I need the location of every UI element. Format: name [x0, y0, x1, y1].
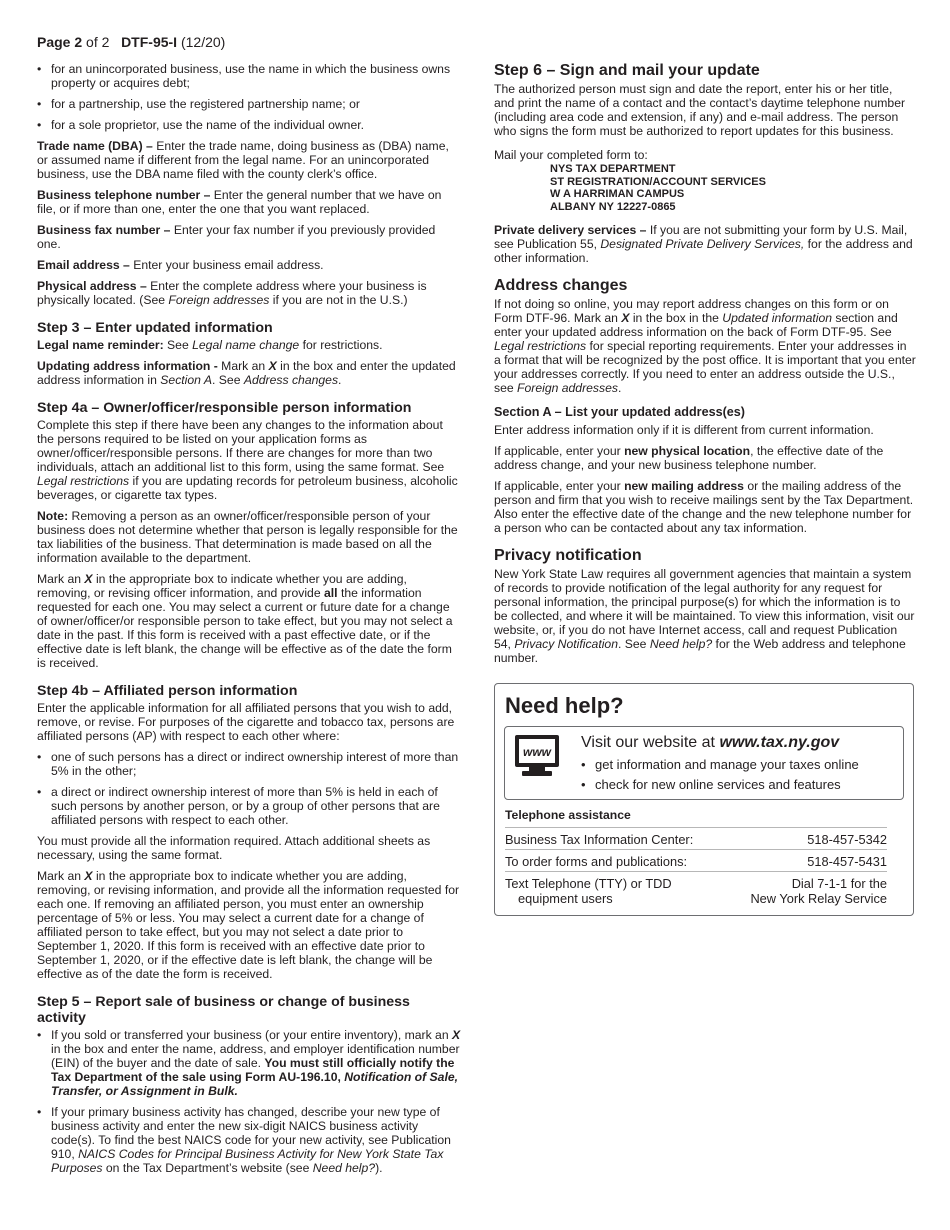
- privacy-heading: Privacy notification: [494, 547, 642, 565]
- website-link[interactable]: www.tax.ny.gov: [719, 734, 840, 752]
- private-delivery-paragraph: Private delivery services – If you are not submitting your form by U.S. Mail, see Publication 55, Designated Private Delivery Services, for the address and other information.: [494, 223, 913, 266]
- computer-monitor-icon: [514, 734, 560, 778]
- business-telephone-paragraph: Business telephone number – Enter the general number that we have on file, or if more than one, enter the one that you want replaced.: [37, 188, 442, 216]
- list-item: • for a partnership, use the registered partnership name; or: [37, 97, 461, 111]
- address-changes-heading: Address changes: [494, 277, 628, 295]
- updating-address-paragraph: Updating address information - Mark an X in the box and enter the updated address information in Section A. See Address changes.: [37, 359, 456, 387]
- list-item: • a direct or indirect ownership interest of more than 5% is held in each of such persons by another person, or by a group of other persons that are affiliated persons with respect to each other.: [37, 785, 461, 827]
- physical-address-paragraph: Physical address – Enter the complete address where your business is physically located. (See Foreign addresses if you are not in the U.S.): [37, 279, 427, 307]
- website-line: Visit our website at www.tax.ny.gov: [581, 734, 840, 752]
- form-number: DTF-95-I: [121, 34, 178, 50]
- business-fax-paragraph: Business fax number – Enter your fax number if you previously provided one.: [37, 223, 436, 251]
- phone-row: Business Tax Information Center: 518-457-5342: [505, 827, 887, 850]
- telephone-heading: Telephone assistance: [505, 808, 631, 823]
- list-item: • If you sold or transferred your business (or your entire inventory), mark an X in the box and enter the name, address, and employer identification number (EIN) of the buyer and the date of sale. You must still officially notify the Tax Department of the sale using Form AU-196.10, Notification of Sale, Transfer, or Assignment in Bulk.: [37, 1028, 461, 1098]
- privacy-paragraph: New York State Law requires all government agencies that maintain a system of records to provide notification of the legal authority for any request for personal information, the principal purpose(s) for which the information is to be collected, and where it will be maintained. To view this information, visit our website, or, if you do not have Internet access, call and request Publication 54, Privacy Notification. See Need help? for the Web address and telephone number.: [494, 567, 915, 666]
- right-column: [494, 62, 916, 916]
- page-total: of 2: [86, 34, 110, 50]
- left-column: [37, 62, 461, 1182]
- phone-row: Text Telephone (TTY) or TDD equipment users Dial 7-1-1 for the New York Relay Service: [505, 871, 887, 908]
- step4a-mark-paragraph: Mark an X in the appropriate box to indicate whether you are adding, removing, or revising officer information, and provide all the information requested for each one. You may select a current or future date for a change of owner/officer/or responsible person to take effect, but you may not select a date in the past. If this form is received with a past effective date, or if the effective date is left blank, the change will be effective as of the date the form is received.: [37, 572, 453, 670]
- need-help-box: [494, 683, 914, 916]
- step6-paragraph: The authorized person must sign and date the report, enter his or her title, and print the name of a contact and the contact’s daytime telephone number (including area code and extension, if any) and e-mail address. The person who signs the form must be authorized to report updates for this business.: [494, 82, 906, 138]
- website-panel: [504, 726, 904, 800]
- step4b-provide-paragraph: You must provide all the information required. Attach additional sheets as necessary, using the same format.: [37, 834, 431, 862]
- need-help-title: Need help?: [505, 693, 624, 719]
- list-item: • get information and manage your taxes online: [581, 757, 859, 772]
- step4b-heading: Step 4b – Affiliated person information: [37, 683, 298, 699]
- mail-intro: Mail your completed form to:: [494, 148, 648, 162]
- www-icon-text: www: [522, 745, 552, 760]
- step4a-heading: Step 4a – Owner/officer/responsible person information: [37, 400, 412, 416]
- physical-location-paragraph: If applicable, enter your new physical location, the effective date of the address change, and your new business telephone number.: [494, 444, 884, 473]
- list-item: • for an unincorporated business, use the name in which the business owns property or acquires debt;: [37, 62, 461, 90]
- page-number: Page 2: [37, 34, 83, 50]
- address-changes-paragraph: If not doing so online, you may report address changes on this form or on Form DTF-96. Mark an X in the box in the Updated information section and enter your updated address information on the back of Form DTF-95. See Legal restrictions for special reporting requirements. Enter your addresses in a format that will be recognized by the post office. It is important that you enter your addresses correctly. If you need to enter an address outside the U.S., see Foreign addresses.: [494, 297, 916, 396]
- step4a-note: Note: Removing a person as an owner/officer/responsible person of your business does not determine whether that person is legally responsible for the tax liabilities of the business. That determination is made based on all the information available to the department.: [37, 509, 458, 565]
- list-item: • check for new online services and features: [581, 777, 841, 792]
- step4b-paragraph: Enter the applicable information for all affiliated persons that you wish to add, remove, or revise. For purposes of the cigarette and tobacco tax, persons are affiliated persons (AP) with respect to each other where:: [37, 701, 455, 743]
- page-header: [37, 34, 225, 50]
- trade-name-paragraph: Trade name (DBA) – Enter the trade name, doing business as (DBA) name, or assumed name if different from the legal name. For an unincorporated business, use the DBA name filed with the county clerk’s office.: [37, 139, 449, 181]
- phone-row: To order forms and publications: 518-457-5431: [505, 849, 887, 872]
- mailing-address: NYS TAX DEPARTMENT ST REGISTRATION/ACCOUNT SERVICES W A HARRIMAN CAMPUS ALBANY NY 12227-0865: [550, 163, 766, 213]
- form-date: (12/20): [180, 34, 226, 50]
- step4b-mark-paragraph: Mark an X in the appropriate box to indicate whether you are adding, removing, or revising information, and provide all the information requested for each one. If removing an affiliated person, you must enter an ownership percentage of 5% or less. You may select a current date for a change of affiliated person to take effect, but you may not select a date prior to September 1, 2020. If this form is received with an effective date prior to September 1, 2020, or if the effective date is left blank, the change will be effective as of the date the form is received.: [37, 869, 460, 981]
- legal-name-reminder: Legal name reminder: See Legal name change for restrictions.: [37, 338, 383, 352]
- email-address-paragraph: Email address – Enter your business email address.: [37, 258, 324, 272]
- step4a-paragraph: Complete this step if there have been any changes to the information about the persons required to be listed on your application forms as owner/officer/responsible persons. If there are changes for more than two individuals, attach an additional list to this form, using the same format. See Legal restrictions if you are updating records for petroleum business, alcoholic beverages, or cigarette tax types.: [37, 418, 458, 502]
- step3-heading: Step 3 – Enter updated information: [37, 320, 273, 336]
- list-item: • If your primary business activity has changed, describe your new type of business activity and enter the new six-digit NAICS business activity code(s). To find the best NAICS code for your new activity, see Publication 910, NAICS Codes for Principal Business Activity for New York State Tax Purposes on the Tax Department’s website (see Need help?).: [37, 1105, 461, 1175]
- section-a-paragraph: Enter address information only if it is different from current information.: [494, 423, 874, 438]
- step5-heading: Step 5 – Report sale of business or change of business activity: [37, 994, 410, 1026]
- mailing-address-paragraph: If applicable, enter your new mailing address or the mailing address of the person and firm that you wish to receive mailings sent by the Tax Department. Also enter the effective date of the change and the new telephone number for a person who can be contacted about any tax information.: [494, 479, 914, 536]
- list-item: • for a sole proprietor, use the name of the individual owner.: [37, 118, 461, 132]
- list-item: • one of such persons has a direct or indirect ownership interest of more than 5% in the other;: [37, 750, 461, 778]
- step6-heading: Step 6 – Sign and mail your update: [494, 62, 760, 79]
- section-a-heading: Section A – List your updated address(es): [494, 405, 745, 420]
